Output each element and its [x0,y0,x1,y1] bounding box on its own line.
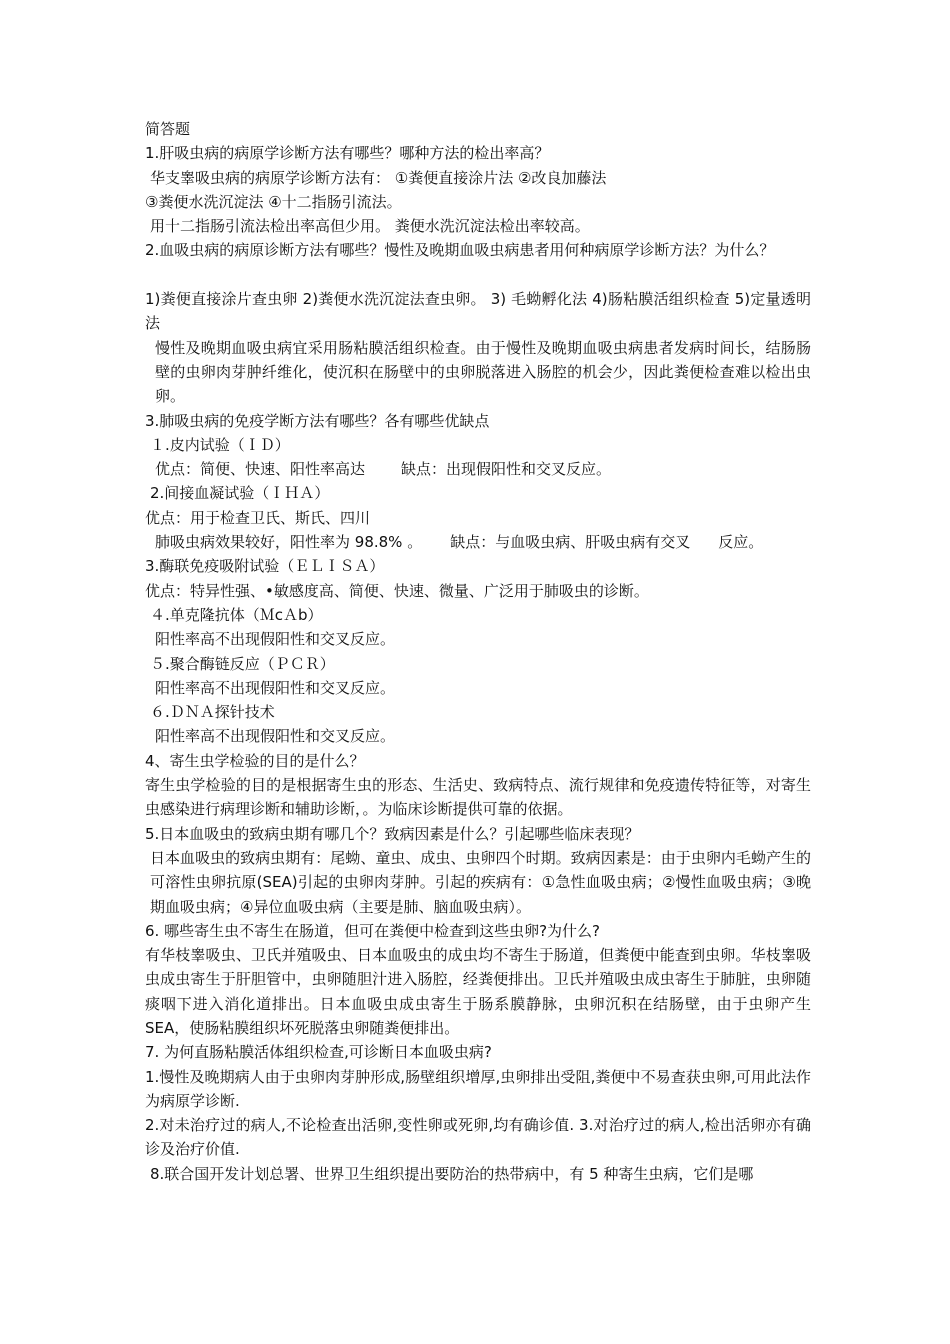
document-page [145,117,811,1186]
question-1-answer-line-2: ③粪便水洗沉淀法 ④十二指肠引流法。 [145,192,402,211]
method-1-title: １.皮内试验（ＩＤ） [150,435,290,454]
method-2-cons-line-1: 缺点：与血吸虫病、肝吸虫病有交叉 [450,533,691,552]
question-5-answer: 日本血吸虫的致病虫期有：尾蚴、童虫、成虫、虫卵四个时期。致病因素是：由于虫卵内毛蚴产生的可溶性虫卵抗原(SEA)引起的虫卵肉芽肿。引起的疾病有：①急性血吸虫病；②慢性血吸虫病；③晚期血吸虫病；④异位血吸虫病（主要是肺、脑血吸虫病）。 [150,848,811,916]
question-6-title: 6. 哪些寄生虫不寄生在肠道，但可在粪便中检查到这些虫卵?为什么? [145,921,601,940]
method-4-title: ４.单克隆抗体（ＭcＡb） [150,605,323,624]
question-6-answer: 有华枝睾吸虫、卫氏并殖吸虫、日本血吸虫的成虫均不寄生于肠道，但粪便中能查到虫卵。华枝睾吸虫成虫寄生于肝胆管中，虫卵随胆汁进入肠腔，经粪便排出。卫氏并殖吸虫成虫寄生于肺脏，虫卵随痰咽下进入消化道排出。日本血吸虫成虫寄生于肠系膜静脉，虫卵沉积在结肠壁，由于虫卵产生 SEA，使肠粘膜组织坏死脱落虫卵随粪便排出。 [145,946,811,1037]
method-1-cons: 缺点：出现假阳性和交叉反应。 [401,460,612,479]
question-2-title: 2.血吸虫病的病原诊断方法有哪些？慢性及晚期血吸虫病患者用何种病原学诊断方法？为什么？ [145,241,775,260]
method-2-pros-line-2: 肺吸虫病效果较好，阳性率为 98.8% 。 [155,533,423,552]
question-1-answer-line-3: 用十二指肠引流法检出率高但少用。 粪便水洗沉淀法检出率较高。 [150,217,590,236]
method-6-note: 阳性率高不出现假阳性和交叉反应。 [155,727,396,746]
question-7-title: 7. 为何直肠粘膜活体组织检查,可诊断日本血吸虫病? [145,1043,492,1062]
method-2-cons-line-2: 反应。 [718,533,764,552]
question-2-answer: 慢性及晚期血吸虫病宜采用肠粘膜活组织检查。由于慢性及晚期血吸虫病患者发病时间长，结肠肠壁的虫卵肉芽肿纤维化，使沉积在肠壁中的虫卵脱落进入肠腔的机会少，因此粪便检查难以检出虫卵。 [155,338,811,406]
question-1-answer-line-1: 华支睾吸虫病的病原学诊断方法有： ①粪便直接涂片法 ②改良加藤法 [150,168,607,187]
method-6-title: ６.ＤＮＡ探针技术 [150,703,275,722]
method-5-note: 阳性率高不出现假阳性和交叉反应。 [155,678,396,697]
question-2-methods: 1)粪便直接涂片查虫卵 2)粪便水洗沉淀法查虫卵。 3) 毛蚴孵化法 4)肠粘膜活组织检查 5)定量透明法 [145,290,811,333]
question-8-title: 8.联合国开发计划总署、世界卫生组织提出要防治的热带病中，有 5 种寄生虫病，它们是哪 [150,1164,754,1183]
method-2-notes [145,530,811,554]
method-2-pros-line-1: 优点：用于检查卫氏、斯氏、四川 [145,508,371,527]
question-1-title: 1.肝吸虫病的病原学诊断方法有哪些？哪种方法的检出率高？ [145,144,550,163]
method-4-note: 阳性率高不出现假阳性和交叉反应。 [155,630,396,649]
question-3-title: 3.肺吸虫病的免疫学断方法有哪些？各有哪些优缺点 [145,411,490,430]
question-4-title: 4、寄生虫学检验的目的是什么？ [145,751,365,770]
question-4-answer: 寄生虫学检验的目的是根据寄生虫的形态、生活史、致病特点、流行规律和免疫遗传特征等，对寄生虫感染进行病理诊断和辅助诊断，。为临床诊断提供可靠的依据。 [145,776,811,819]
method-3-title: 3.酶联免疫吸附试验（ＥＬＩＳＡ） [145,557,385,576]
question-5-title: 5.日本血吸虫的致病虫期有哪几个？致病因素是什么？引起哪些临床表现？ [145,824,640,843]
method-1-pros: 优点：简便、快速、阳性率高达 [155,460,366,479]
method-3-pros: 优点：特异性强、•敏感度高、简便、快速、微量、广泛用于肺吸虫的诊断。 [145,581,649,600]
method-2-title: 2.间接血凝试验（ＩＨＡ） [150,484,330,503]
method-1-notes [145,457,811,481]
question-7-point-1: 1.慢性及晚期病人由于虫卵肉芽肿形成,肠壁组织增厚,虫卵排出受阻,粪便中不易查获虫卵,可用此法作为病原学诊断. [145,1067,811,1110]
section-heading: 简答题 [145,120,191,138]
method-5-title: ５.聚合酶链反应（ＰＣＲ） [150,654,335,673]
question-7-point-2: 2.对未治疗过的病人,不论检查出活卵,变性卵或死卵,均有确诊值. 3.对治疗过的病人,检出活卵亦有确诊及治疗价值. [145,1116,811,1159]
